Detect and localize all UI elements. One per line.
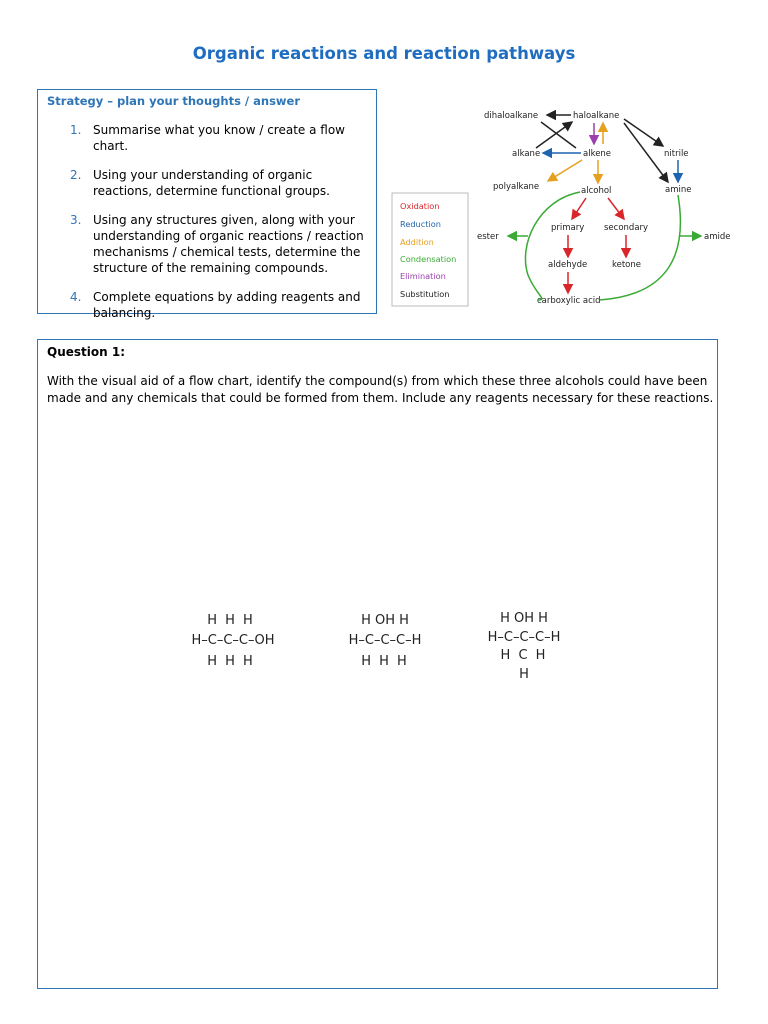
node-secondary: secondary xyxy=(604,223,649,233)
node-carboxylic-acid: carboxylic acid xyxy=(537,296,601,306)
question-heading: Question 1: xyxy=(47,345,125,359)
node-haloalkane: haloalkane xyxy=(573,111,620,121)
legend-addition: Addition xyxy=(400,237,434,247)
legend-elimination: Elimination xyxy=(400,271,446,281)
step-number: 1. xyxy=(70,123,82,137)
node-ester: ester xyxy=(477,232,499,242)
step-number: 2. xyxy=(70,168,82,182)
legend-condensation: Condensation xyxy=(400,254,457,264)
node-polyalkane: polyalkane xyxy=(493,182,540,192)
strategy-box xyxy=(37,89,377,320)
step-text: Complete equations by adding reagents and balancing. xyxy=(93,290,361,320)
strategy-step xyxy=(38,289,378,321)
step-number: 3. xyxy=(70,213,82,227)
molecule-propan-2-ol xyxy=(335,608,440,670)
strategy-step xyxy=(38,122,378,154)
molecule-bottom-row: H H H xyxy=(207,654,255,669)
strategy-steps xyxy=(38,122,378,334)
step-text: Using any structures given, along with your understanding of organic reactions / reaction mechanisms / chemical tests, determine the structure of the remaining compounds. xyxy=(93,213,364,275)
node-amide: amide xyxy=(704,232,731,242)
molecule-top-row: H OH H xyxy=(500,611,548,626)
molecule-middle-row: H–C–C–C–H xyxy=(348,633,422,648)
molecule-middle-row: H–C–C–C–H xyxy=(487,630,561,645)
molecule-bottom-row: H C H xyxy=(500,648,548,663)
molecule-top-row: H H H xyxy=(207,613,255,628)
legend-oxidation: Oxidation xyxy=(400,201,440,211)
molecule-middle-row: H–C–C–C–OH xyxy=(191,633,275,648)
step-number: 4. xyxy=(70,290,82,304)
molecule-bottom-row: H H H xyxy=(361,654,409,669)
node-alkene: alkene xyxy=(583,149,612,159)
node-alcohol: alcohol xyxy=(581,186,612,196)
node-primary: primary xyxy=(551,223,585,233)
question-text: With the visual aid of a flow chart, identify the compound(s) from which these three alcohols could have been made and any chemicals that could be formed from them. Include any reagents necessary for these reactions. xyxy=(47,374,714,405)
strategy-step xyxy=(38,167,378,199)
node-alkane: alkane xyxy=(512,149,541,159)
node-amine: amine xyxy=(665,185,692,195)
node-aldehyde: aldehyde xyxy=(548,260,588,270)
step-text: Using your understanding of organic reactions, determine functional groups. xyxy=(93,168,330,198)
molecule-2-methylpropan-2-ol xyxy=(476,606,576,682)
molecule-propan-1-ol xyxy=(175,608,295,670)
strategy-step xyxy=(38,212,378,276)
legend-reduction: Reduction xyxy=(400,219,441,229)
legend-substitution: Substitution xyxy=(400,289,450,299)
reaction-pathway-diagram xyxy=(388,95,738,315)
node-ketone: ketone xyxy=(612,260,641,270)
node-nitrile: nitrile xyxy=(664,149,689,159)
step-text: Summarise what you know / create a flow chart. xyxy=(93,123,345,153)
node-dihaloalkane: dihaloalkane xyxy=(484,111,539,121)
strategy-heading: Strategy – plan your thoughts / answer xyxy=(47,94,301,108)
molecule-top-row: H OH H xyxy=(361,613,409,628)
molecule-extra-row: H xyxy=(519,667,529,682)
page-title: Organic reactions and reaction pathways xyxy=(192,44,576,63)
